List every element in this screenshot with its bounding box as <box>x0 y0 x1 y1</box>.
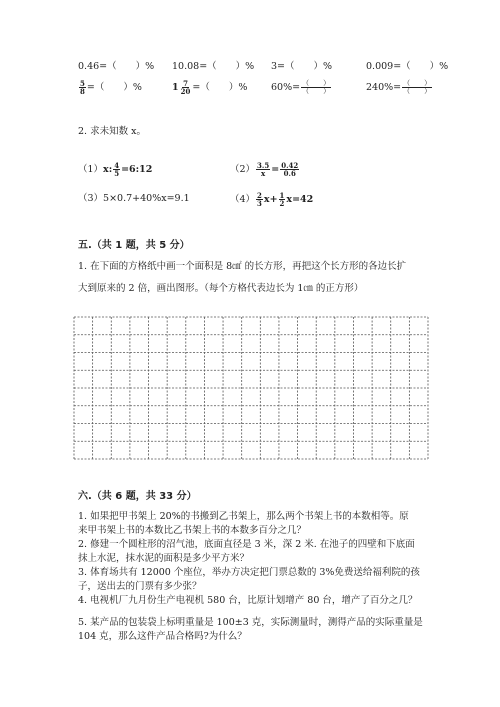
blank-mixed-fraction: 1 $\frac{7}{20}$ =（ ）% <box>172 79 248 96</box>
section-6-q5-line-2: 104 克，那么这件产品合格吗?为什么？ <box>78 631 247 642</box>
section-6-title: 六.（共 6 题，共 33 分） <box>78 491 197 502</box>
blank-3: 3=（ ）% <box>271 61 333 72</box>
blank-10-08: 10.08=（ ）% <box>172 61 255 72</box>
blank-0-46: 0.46=（ ）% <box>78 61 155 72</box>
section-6-q4: 4. 电视机厂九月份生产电视机 580 台，比原计划增产 80 台，增产了百分之几？ <box>78 595 418 606</box>
section-6-q2-line-2: 抹上水泥，抹水泥的面积是多少平方米？ <box>78 553 250 564</box>
equation-3: （3）5×0.7+40%x=9.1 <box>78 193 190 204</box>
section-6-q2-line-1: 2. 修建一个圆柱形的沼气池，底面直径是 3 米，深 2 米. 在池子的四壁和下底面 <box>78 539 415 550</box>
blank-240-percent: 240%= $\frac{( )}{( )}$ <box>366 79 432 95</box>
section-6-q3-line-1: 3. 体育场共有 12000 个座位，举办方决定把门票总数的 3%免费送给福利院的孩 <box>78 567 420 578</box>
equation-2: （2） $\frac{3.5}{x}$ = $\frac{0.42}{0.6}$ <box>230 161 299 178</box>
equation-1: （1）x: $\frac{4}{5}$ =6:12 <box>78 161 153 178</box>
section-5-title: 五.（共 1 题，共 5 分） <box>78 240 190 251</box>
section-5-line-2: 大到原来的 2 倍，画出图形。（每个方格代表边长为 1㎝ 的正方形） <box>78 283 364 294</box>
grid-paper[interactable] <box>73 316 429 460</box>
blank-60-percent: 60%= $\frac{( )}{( )}$ <box>271 79 331 95</box>
equation-4: （4） $\frac{2}{3}$ x+ $\frac{1}{2}$ x=42 <box>230 191 314 208</box>
section-6-q5-line-1: 5. 某产品的包装袋上标明重量是 100±3 克，实际测量时，测得产品的实际重量是 <box>78 617 423 628</box>
section-6-q1-line-2: 来甲书架上书的本数比乙书架上书的本数多百分之几？ <box>78 525 307 536</box>
question-2-title: 2. 求未知数 x。 <box>78 126 146 137</box>
section-6-q3-line-2: 子，送出去的门票有多少张？ <box>78 581 202 592</box>
blank-0-009: 0.009=（ ）% <box>366 61 449 72</box>
blank-five-eighths: $\frac{5}{8}$ =（ ）% <box>80 79 142 96</box>
section-5-line-1: 1. 在下面的方格纸中画一个面积是 8㎠ 的长方形，再把这个长方形的各边长扩 <box>78 261 407 272</box>
section-6-q1-line-1: 1. 如果把甲书架上 20%的书搬到乙书架上，那么两个书架上书的本数相等。原 <box>78 511 409 522</box>
